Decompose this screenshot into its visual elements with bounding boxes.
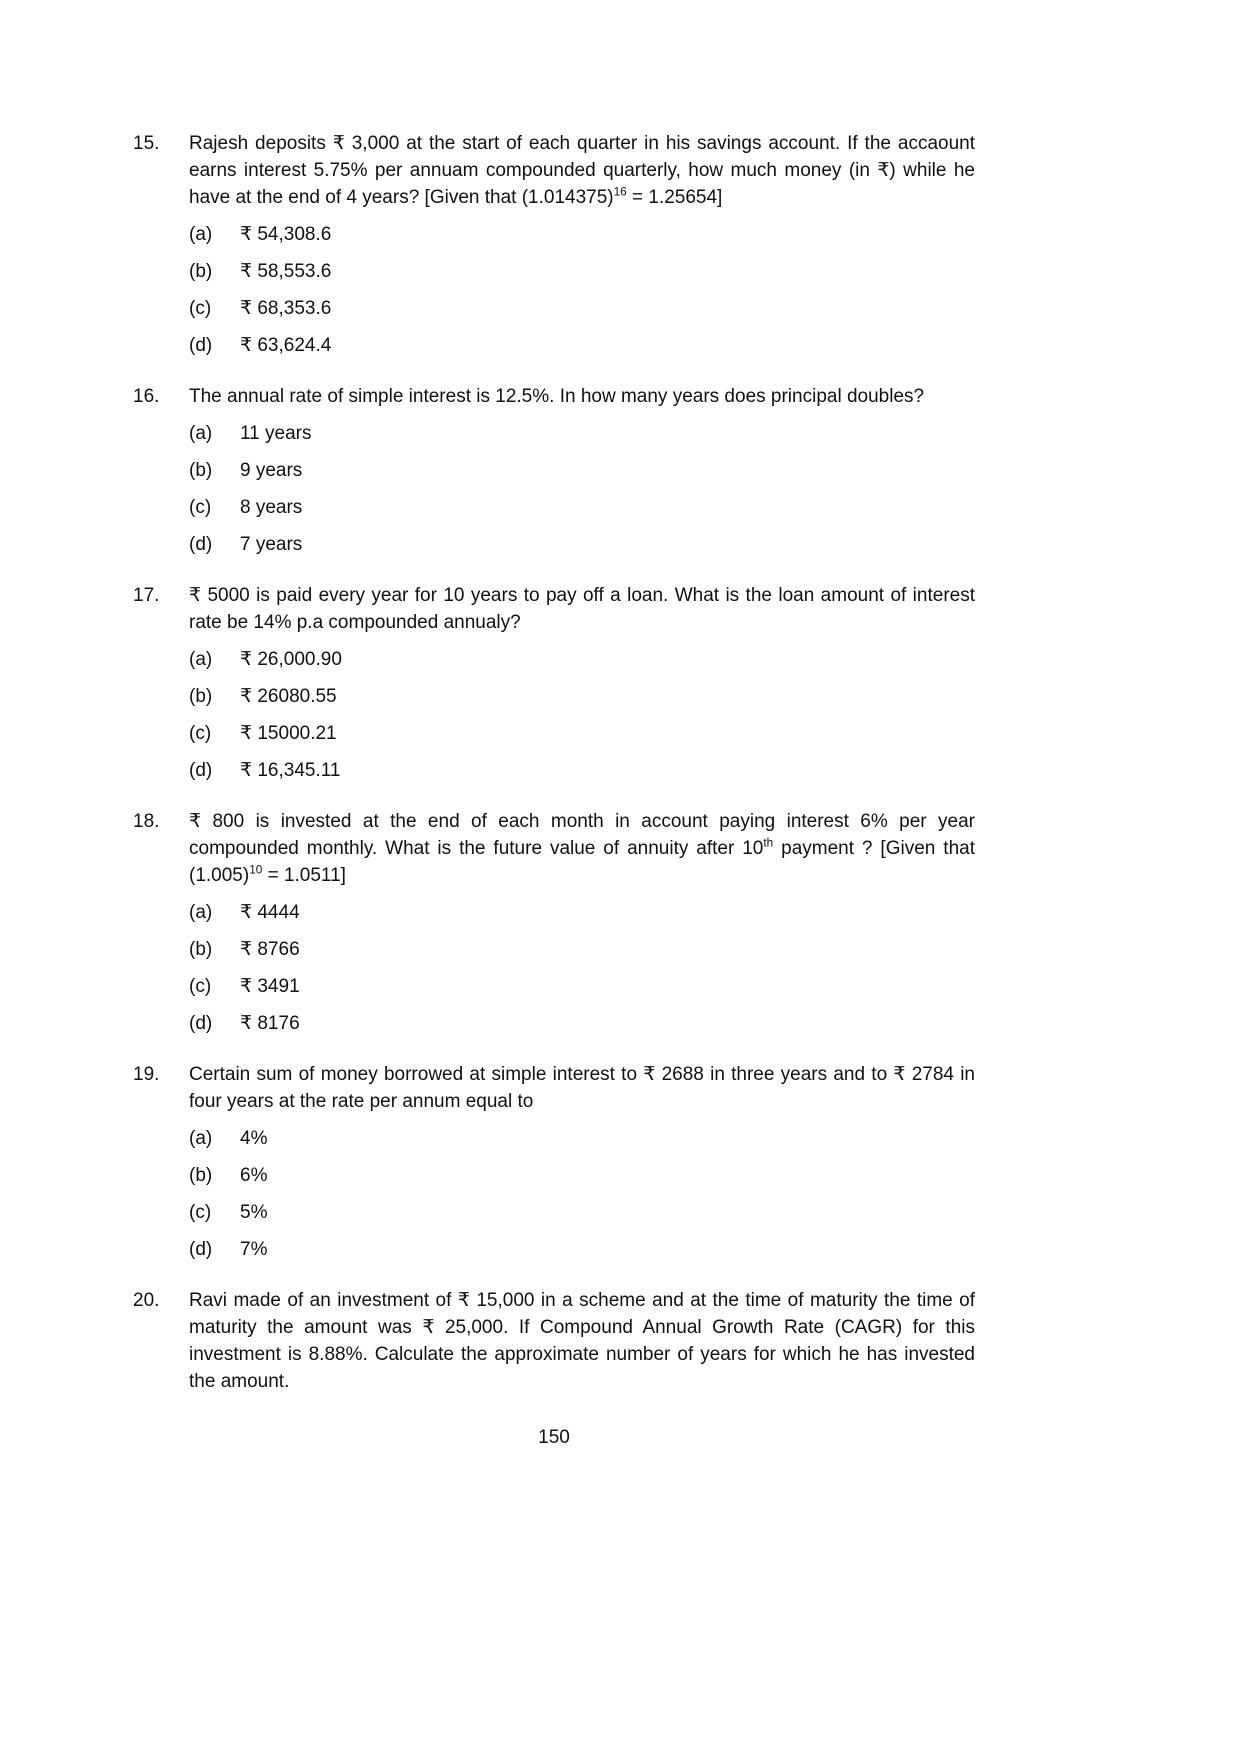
options-list [189,646,975,784]
option-label: (c) [189,976,212,997]
question-block [133,582,975,794]
question-block [133,130,975,369]
option-text: 6% [240,1165,268,1186]
question-text: ₹ 5000 is paid every year for 10 years to pay off a loan. What is the loan amount of interest rate be 14% p.a compounded annualy? [189,585,975,633]
option-label: (b) [189,939,213,960]
question-body [189,808,975,1047]
option-text: ₹ 26080.55 [240,686,337,707]
page-number: 150 [538,1427,570,1448]
option-row [189,221,975,248]
option-label: (a) [189,649,213,670]
option-text: 7% [240,1239,268,1260]
question-body [189,130,975,369]
question-text: Rajesh deposits ₹ 3,000 at the start of each quarter in his savings account. If the accaount earns interest 5.75% per annuam compounded quarterly, how much money (in ₹) while he have at the end of 4 years? [Given that $(1.014375)^{16} = 1.25654$] [189,133,975,208]
option-row [189,295,975,322]
question-block [133,1061,975,1273]
option-label: (d) [189,1239,213,1260]
option-row [189,757,975,784]
options-list [189,221,975,359]
option-row [189,973,975,1000]
option-text: ₹ 16,345.11 [240,760,341,781]
option-row [189,332,975,359]
option-row [189,258,975,285]
option-row [189,1010,975,1037]
option-label: (a) [189,423,213,444]
option-label: (c) [189,497,212,518]
options-list [189,420,975,558]
option-text: ₹ 8176 [240,1013,300,1034]
option-label: (c) [189,298,212,319]
question-block [133,383,975,568]
option-row [189,899,975,926]
option-text: 5% [240,1202,268,1223]
question-body [189,582,975,794]
options-list [189,899,975,1037]
question-number: 15. [133,133,160,154]
option-row [189,1199,975,1226]
question-text: ₹ 800 is invested at the end of each month in account paying interest 6% per year compounded monthly. What is the future value of annuity after 10th payment ? [Given that $(1.005)^{10} = 1.0511$] [189,811,975,886]
question-body [189,1287,975,1395]
option-label: (b) [189,1165,213,1186]
option-label: (b) [189,460,213,481]
option-text: 9 years [240,460,303,481]
option-label: (a) [189,224,213,245]
question-number: 17. [133,585,160,606]
question-number: 18. [133,811,160,832]
question-number: 16. [133,386,160,407]
option-text: ₹ 63,624.4 [240,335,332,356]
option-row [189,457,975,484]
option-row [189,420,975,447]
option-text: 7 years [240,534,303,555]
question-text: Ravi made of an investment of ₹ 15,000 in a scheme and at the time of maturity the time of maturity the amount was ₹ 25,000. If Compound Annual Growth Rate (CAGR) for this investment is 8.88%. Calculate the approximate number of years for which he has invested the amount. [189,1290,975,1392]
option-row [189,531,975,558]
question-list [133,130,975,1395]
option-text: ₹ 3491 [240,976,300,997]
option-text: ₹ 68,353.6 [240,298,332,319]
option-row [189,1125,975,1152]
option-label: (d) [189,760,213,781]
question-block [133,808,975,1047]
question-number: 20. [133,1290,160,1311]
option-label: (b) [189,686,213,707]
option-label: (d) [189,1013,213,1034]
option-row [189,1236,975,1263]
question-text: Certain sum of money borrowed at simple interest to ₹ 2688 in three years and to ₹ 2784 in four years at the rate per annum equal to [189,1064,975,1112]
option-text: ₹ 4444 [240,902,300,923]
option-label: (d) [189,534,213,555]
option-text: ₹ 26,000.90 [240,649,342,670]
option-text: 8 years [240,497,303,518]
option-text: ₹ 15000.21 [240,723,337,744]
option-row [189,720,975,747]
option-row [189,1162,975,1189]
option-text: ₹ 8766 [240,939,300,960]
option-label: (c) [189,723,212,744]
question-body [189,1061,975,1273]
option-text: ₹ 54,308.6 [240,224,332,245]
option-row [189,936,975,963]
options-list [189,1125,975,1263]
option-text: 11 years [240,423,312,444]
option-row [189,646,975,673]
option-row [189,683,975,710]
option-label: (b) [189,261,213,282]
option-label: (d) [189,335,213,356]
option-row [189,494,975,521]
question-number: 19. [133,1064,160,1085]
question-block [133,1287,975,1395]
question-text: The annual rate of simple interest is 12.5%. In how many years does principal doubles? [189,386,925,407]
question-body [189,383,975,568]
option-text: ₹ 58,553.6 [240,261,332,282]
option-label: (a) [189,902,213,923]
option-label: (a) [189,1128,213,1149]
option-text: 4% [240,1128,268,1149]
option-label: (c) [189,1202,212,1223]
